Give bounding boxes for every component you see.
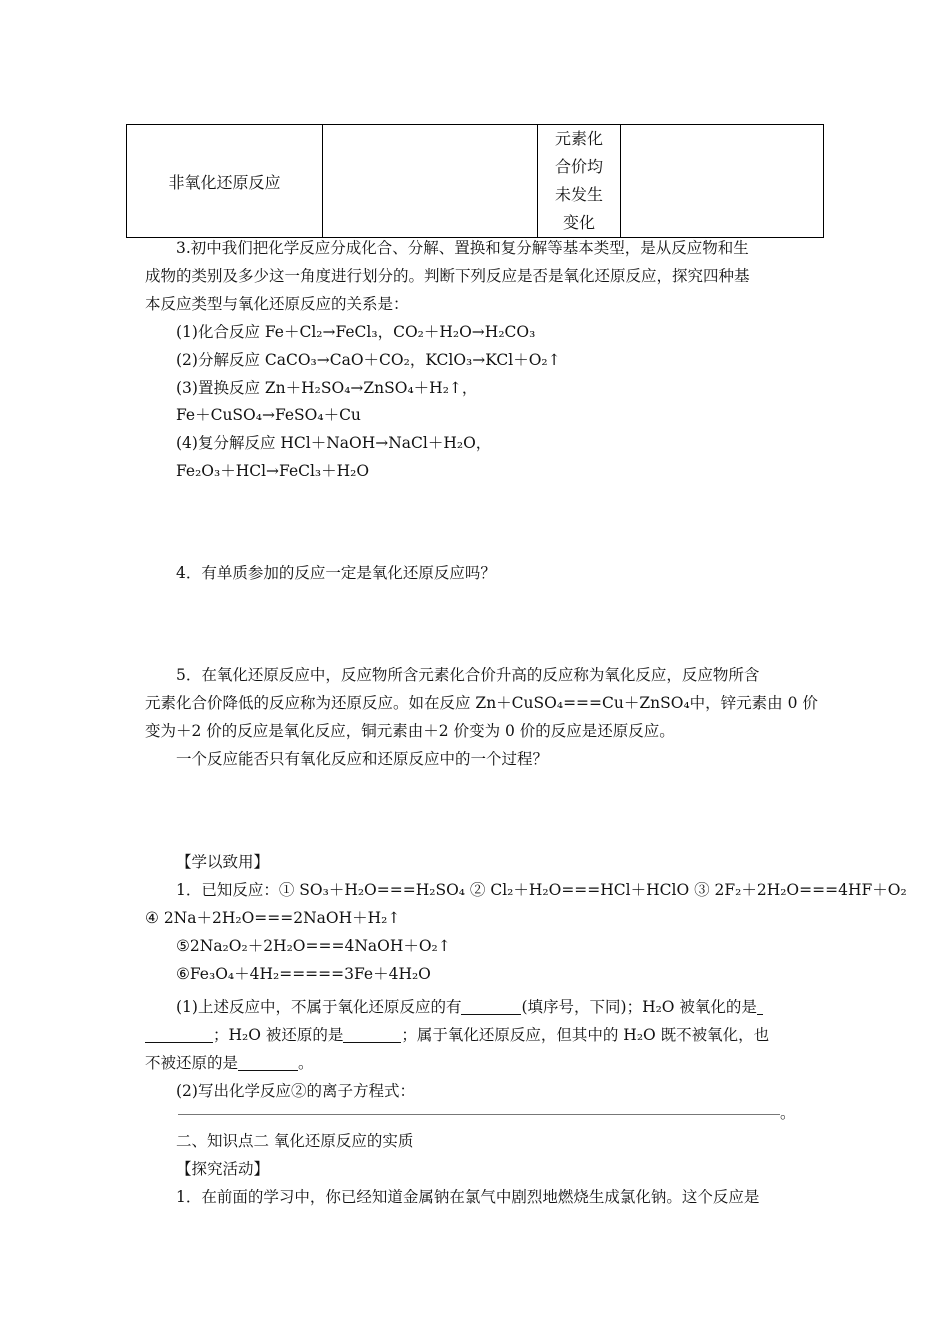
q3-reaction-4b: Fe₂O₃＋HCl→FeCl₃＋H₂O (176, 462, 370, 480)
q3-reaction-3: (3)置换反应 Zn＋H₂SO₄→ZnSO₄＋H₂↑， (176, 379, 478, 397)
answer-blank[interactable] (343, 1026, 401, 1043)
cell-line: 元素化 (554, 129, 603, 148)
q4-text: 4．有单质参加的反应一定是氧化还原反应吗？ (176, 564, 496, 582)
answer-blank[interactable] (238, 1054, 298, 1071)
q5-line: 元素化合价降低的反应称为还原反应。如在反应 Zn＋CuSO₄===Cu＋ZnSO₄中，锌元素由 0 价 (145, 694, 818, 712)
q3-intro-line: 成物的类别及多少这一角度进行划分的。判断下列反应是否是氧化还原反应，探究四种基 (145, 267, 750, 285)
table-cell-empty (621, 125, 824, 238)
subq-text: ；属于氧化还原反应，但其中的 H₂O 既不被氧化，也 (401, 1026, 770, 1044)
section-title: 二、知识点二 氧化还原反应的实质 (176, 1132, 414, 1150)
cell-line: 合价均 (554, 157, 603, 176)
q3-reaction-1: (1)化合反应 Fe＋Cl₂→FeCl₃，CO₂＋H₂O→H₂CO₃ (176, 323, 536, 341)
q3-reaction-2: (2)分解反应 CaCO₃→CaO＋CO₂，KClO₃→KCl＋O₂↑ (176, 351, 561, 369)
q5-line: 5．在氧化还原反应中，反应物所含元素化合价升高的反应称为氧化反应，反应物所含 (176, 666, 760, 684)
apply-subq2: (2)写出化学反应②的离子方程式： (176, 1082, 415, 1100)
table-cell-empty (323, 125, 538, 238)
q5-line: 变为＋2 价的反应是氧化反应，铜元素由＋2 价变为 0 价的反应是还原反应。 (145, 722, 675, 740)
apply-subq1-line1 (176, 997, 763, 1017)
answer-blank[interactable] (757, 998, 763, 1015)
apply-subq1-line3 (145, 1053, 314, 1073)
q3-intro-line: 本反应类型与氧化还原反应的关系是： (145, 295, 409, 313)
answer-blank[interactable] (461, 998, 521, 1015)
subq-text: ；H₂O 被还原的是 (213, 1026, 344, 1044)
subq-text: (1)上述反应中，不属于氧化还原反应的有 (176, 998, 462, 1016)
explore-header: 【探究活动】 (176, 1160, 270, 1178)
subq-text: 。 (298, 1054, 314, 1072)
subq-text: 不被还原的是 (145, 1054, 239, 1072)
table-row-label: 非氧化还原反应 (127, 125, 323, 238)
subq-text: (填序号，下同)；H₂O 被氧化的是 (521, 998, 757, 1016)
apply-header: 【学以致用】 (176, 853, 270, 871)
cell-line: 变化 (562, 213, 595, 232)
table-cell-description (538, 125, 621, 238)
apply-reaction-6: ⑥Fe₃O₄＋4H₂=====3Fe＋4H₂O (176, 965, 431, 983)
explore-line: 1．在前面的学习中，你已经知道金属钠在氯气中剧烈地燃烧生成氯化钠。这个反应是 (176, 1188, 760, 1206)
q3-intro-line: 3.初中我们把化学反应分成化合、分解、置换和复分解等基本类型，是从反应物和生 (176, 239, 749, 257)
apply-reaction-5: ⑤2Na₂O₂＋2H₂O===4NaOH＋O₂↑ (176, 937, 451, 955)
reaction-type-table (126, 124, 824, 238)
cell-line: 未发生 (554, 185, 603, 204)
apply-subq1-line2 (145, 1025, 769, 1045)
apply-reaction-4: ④ 2Na＋2H₂O===2NaOH＋H₂↑ (145, 909, 401, 927)
answer-end-mark: 。 (780, 1104, 796, 1122)
apply-reactions-line: 1．已知反应：① SO₃＋H₂O===H₂SO₄ ② Cl₂＋H₂O===HCl＋HClO ③ 2F₂＋2H₂O===4HF＋O₂ (176, 881, 907, 899)
q3-reaction-3b: Fe＋CuSO₄→FeSO₄＋Cu (176, 406, 361, 424)
answer-blank[interactable] (145, 1026, 213, 1043)
q3-reaction-4: (4)复分解反应 HCl＋NaOH→NaCl＋H₂O， (176, 434, 492, 452)
q5-question: 一个反应能否只有氧化反应和还原反应中的一个过程？ (176, 750, 549, 768)
answer-line[interactable] (178, 1114, 780, 1115)
